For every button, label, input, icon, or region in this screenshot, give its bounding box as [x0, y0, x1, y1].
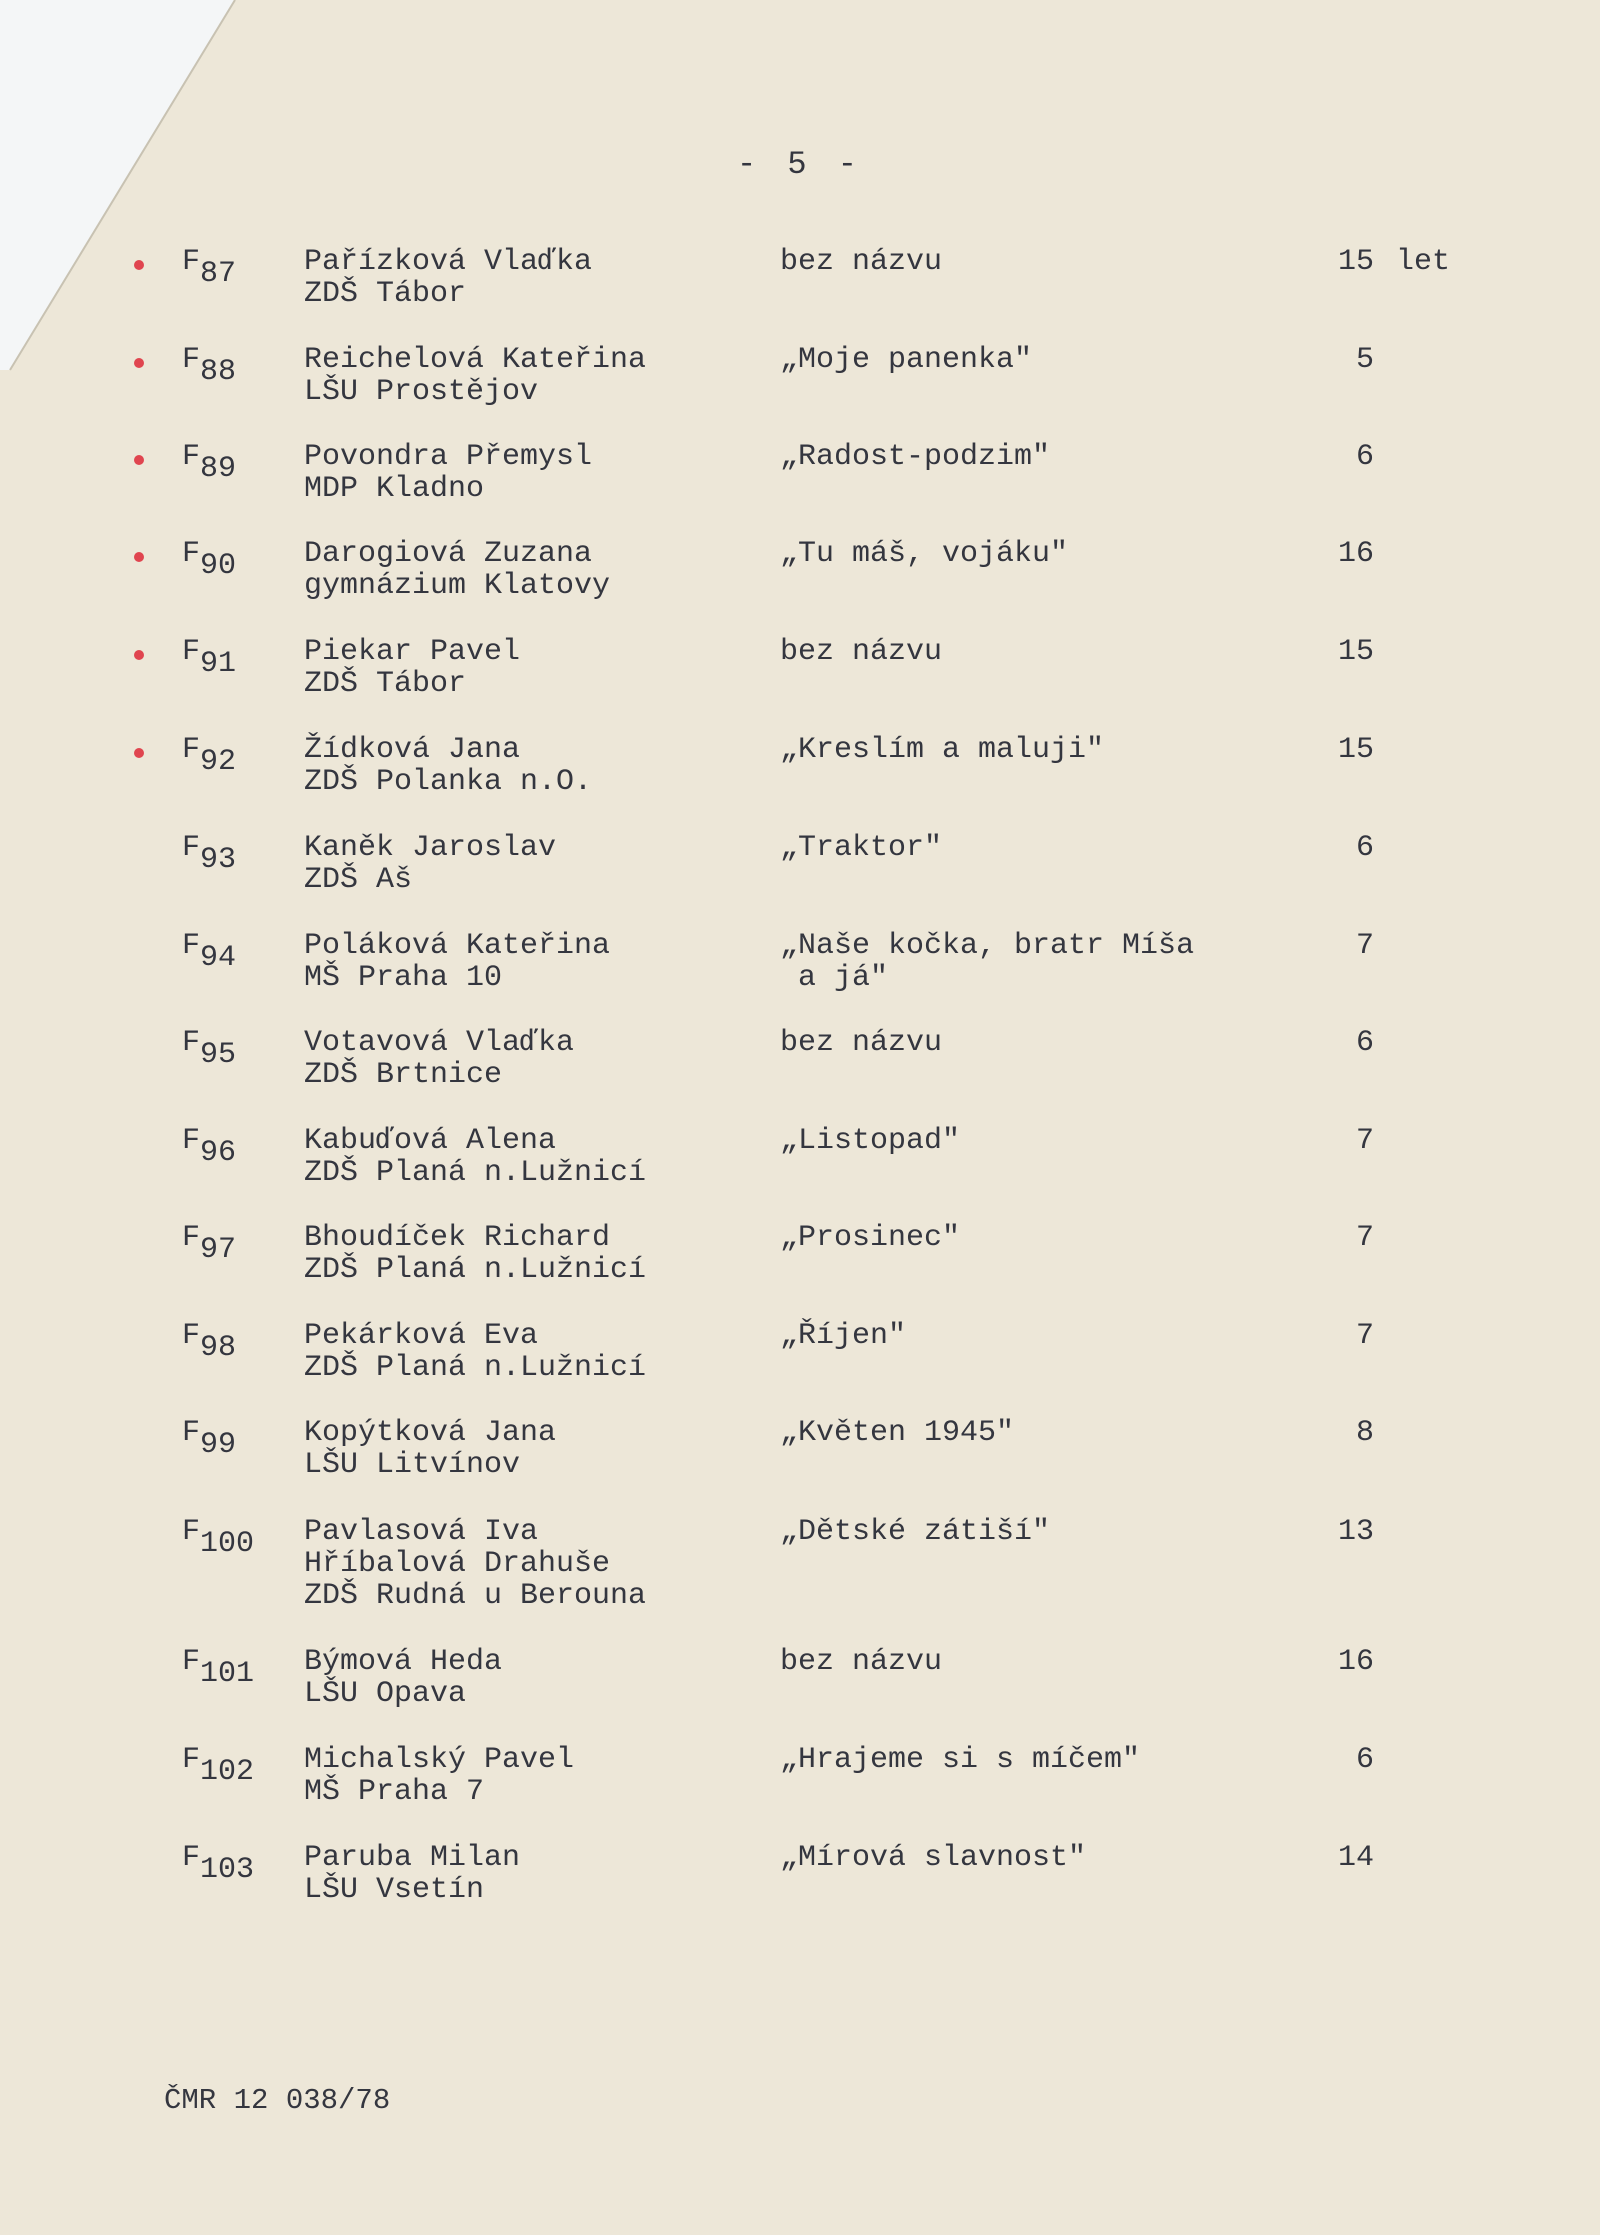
entry-code: $F_{98}$ [182, 1319, 237, 1365]
entry-age: 13 [1337, 1515, 1374, 1549]
entry-title: „Kreslím a maluji" [780, 733, 1105, 767]
entry-age: 8 [1355, 1416, 1374, 1450]
entry-name: Kaněk Jaroslav [304, 831, 557, 865]
entry-author [304, 832, 744, 896]
entry-age: 15 [1337, 733, 1374, 767]
red-marker-dot [134, 260, 144, 270]
entry-school: ZDŠ Planá n.Lužnicí [304, 1253, 647, 1287]
list-item [0, 1320, 1600, 1410]
entry-title: „Radost-podzim" [780, 440, 1051, 474]
list-item [0, 1646, 1600, 1736]
entry-code: $F_{101}$ [182, 1645, 255, 1691]
entry-author [304, 636, 744, 700]
entry-age: 7 [1355, 1221, 1374, 1255]
entry-school: ZDŠ Planá n.Lužnicí [304, 1156, 647, 1190]
entry-name: Darogiová Zuzana [304, 537, 593, 571]
entry-title: „Říjen" [780, 1319, 907, 1353]
entry-name: Votavová Vlaďka [304, 1026, 575, 1060]
entry-title: „Hrajeme si s míčem" [780, 1743, 1141, 1777]
list-item [0, 441, 1600, 531]
page-number: - 5 - [736, 146, 863, 183]
entry-name: Pařízková Vlaďka [304, 245, 593, 279]
entry-school: ZDŠ Tábor [304, 277, 467, 311]
list-item [0, 930, 1600, 1020]
age-unit-label: let [1396, 245, 1451, 279]
entry-code: $F_{103}$ [182, 1841, 255, 1887]
entry-school: MŠ Praha 7 [304, 1775, 485, 1809]
entry-code: $F_{88}$ [182, 343, 237, 389]
list-item [0, 538, 1600, 628]
entry-school: LŠU Litvínov [304, 1448, 521, 1482]
list-item [0, 734, 1600, 824]
entry-name: Piekar Pavel [304, 635, 521, 669]
entry-age: 15 [1337, 245, 1374, 279]
entry-author [304, 930, 744, 994]
entry-author [304, 1744, 744, 1808]
entry-school: LŠU Vsetín [304, 1873, 485, 1907]
entry-name: Paruba Milan [304, 1841, 521, 1875]
red-marker-dot [134, 455, 144, 465]
entry-school: ZDŠ Rudná u Berouna [304, 1579, 647, 1613]
entry-title: „Tu máš, vojáku" [780, 537, 1069, 571]
entry-school: LŠU Prostějov [304, 375, 539, 409]
list-item [0, 1027, 1600, 1117]
entry-code: $F_{95}$ [182, 1026, 237, 1072]
entry-title: bez názvu [780, 245, 943, 279]
entry-code: $F_{93}$ [182, 831, 237, 877]
entry-author [304, 1222, 744, 1286]
entry-school: ZDŠ Planá n.Lužnicí [304, 1351, 647, 1385]
entry-age: 6 [1355, 831, 1374, 865]
entry-age: 6 [1355, 1026, 1374, 1060]
entry-code: $F_{87}$ [182, 245, 237, 291]
entry-name: Michalský Pavel [304, 1743, 575, 1777]
entry-code: $F_{99}$ [182, 1416, 237, 1462]
entry-school: ZDŠ Brtnice [304, 1058, 503, 1092]
entry-author [304, 1417, 744, 1481]
entry-age: 5 [1355, 343, 1374, 377]
entry-title: bez názvu [780, 1026, 943, 1060]
entry-name: Žídková Jana [304, 733, 521, 767]
entry-author [304, 1027, 744, 1091]
entry-name: Kabuďová Alena [304, 1124, 557, 1158]
entry-age: 7 [1355, 1124, 1374, 1158]
list-item [0, 246, 1600, 336]
entry-code: $F_{90}$ [182, 537, 237, 583]
entry-name: Hříbalová Drahuše [304, 1547, 611, 1581]
entry-name: Pavlasová Iva [304, 1515, 539, 1549]
entry-name: Bhoudíček Richard [304, 1221, 611, 1255]
entry-name: Poláková Kateřina [304, 929, 611, 963]
list-item [0, 1842, 1600, 1932]
entry-school: ZDŠ Polanka n.O. [304, 765, 593, 799]
entry-name: Pekárková Eva [304, 1319, 539, 1353]
footer-reference: ČMR 12 038/78 [164, 2084, 391, 2117]
entry-author [304, 538, 744, 602]
entry-age: 16 [1337, 1645, 1374, 1679]
entry-title: „Naše kočka, bratr Míša a já" [780, 929, 1195, 995]
entry-author [304, 441, 744, 505]
entry-author [304, 344, 744, 408]
entry-name: Kopýtková Jana [304, 1416, 557, 1450]
red-marker-dot [134, 748, 144, 758]
list-item [0, 1744, 1600, 1834]
entry-title: bez názvu [780, 635, 943, 669]
entry-age: 7 [1355, 929, 1374, 963]
entry-school: ZDŠ Tábor [304, 667, 467, 701]
red-marker-dot [134, 650, 144, 660]
entry-code: $F_{92}$ [182, 733, 237, 779]
list-item [0, 636, 1600, 726]
entry-author [304, 1125, 744, 1189]
entry-author [304, 1646, 744, 1710]
list-item [0, 1515, 1600, 1613]
entry-school: MDP Kladno [304, 472, 485, 506]
entry-code: $F_{96}$ [182, 1124, 237, 1170]
list-item [0, 1222, 1600, 1312]
entry-code: $F_{102}$ [182, 1743, 255, 1789]
entry-title: „Moje panenka" [780, 343, 1033, 377]
list-item [0, 344, 1600, 434]
entry-age: 6 [1355, 1743, 1374, 1777]
entry-author [304, 1842, 744, 1906]
entry-age: 15 [1337, 635, 1374, 669]
entry-title: „Dětské zátiší" [780, 1515, 1051, 1549]
entry-age: 16 [1337, 537, 1374, 571]
entry-code: $F_{100}$ [182, 1515, 255, 1561]
entry-code: $F_{91}$ [182, 635, 237, 681]
entry-title: „Mírová slavnost" [780, 1841, 1087, 1875]
entry-author [304, 246, 744, 310]
entry-name: Býmová Heda [304, 1645, 503, 1679]
entry-code: $F_{97}$ [182, 1221, 237, 1267]
entry-title: „Květen 1945" [780, 1416, 1015, 1450]
entry-code: $F_{94}$ [182, 929, 237, 975]
entry-school: MŠ Praha 10 [304, 961, 503, 995]
entry-school: LŠU Opava [304, 1677, 467, 1711]
entry-school: gymnázium Klatovy [304, 569, 611, 603]
entry-title: „Prosinec" [780, 1221, 961, 1255]
entry-age: 14 [1337, 1841, 1374, 1875]
red-marker-dot [134, 358, 144, 368]
entry-name: Reichelová Kateřina [304, 343, 647, 377]
red-marker-dot [134, 552, 144, 562]
entry-title: bez názvu [780, 1645, 943, 1679]
list-item [0, 1125, 1600, 1215]
entry-name: Povondra Přemysl [304, 440, 593, 474]
entry-title: „Listopad" [780, 1124, 961, 1158]
entry-author [304, 734, 744, 798]
entry-title: „Traktor" [780, 831, 943, 865]
list-item [0, 1417, 1600, 1507]
entry-author [304, 1516, 744, 1612]
entry-code: $F_{89}$ [182, 440, 237, 486]
entry-age: 6 [1355, 440, 1374, 474]
entry-age: 7 [1355, 1319, 1374, 1353]
entry-author [304, 1320, 744, 1384]
list-item [0, 832, 1600, 922]
entry-school: ZDŠ Aš [304, 863, 413, 897]
